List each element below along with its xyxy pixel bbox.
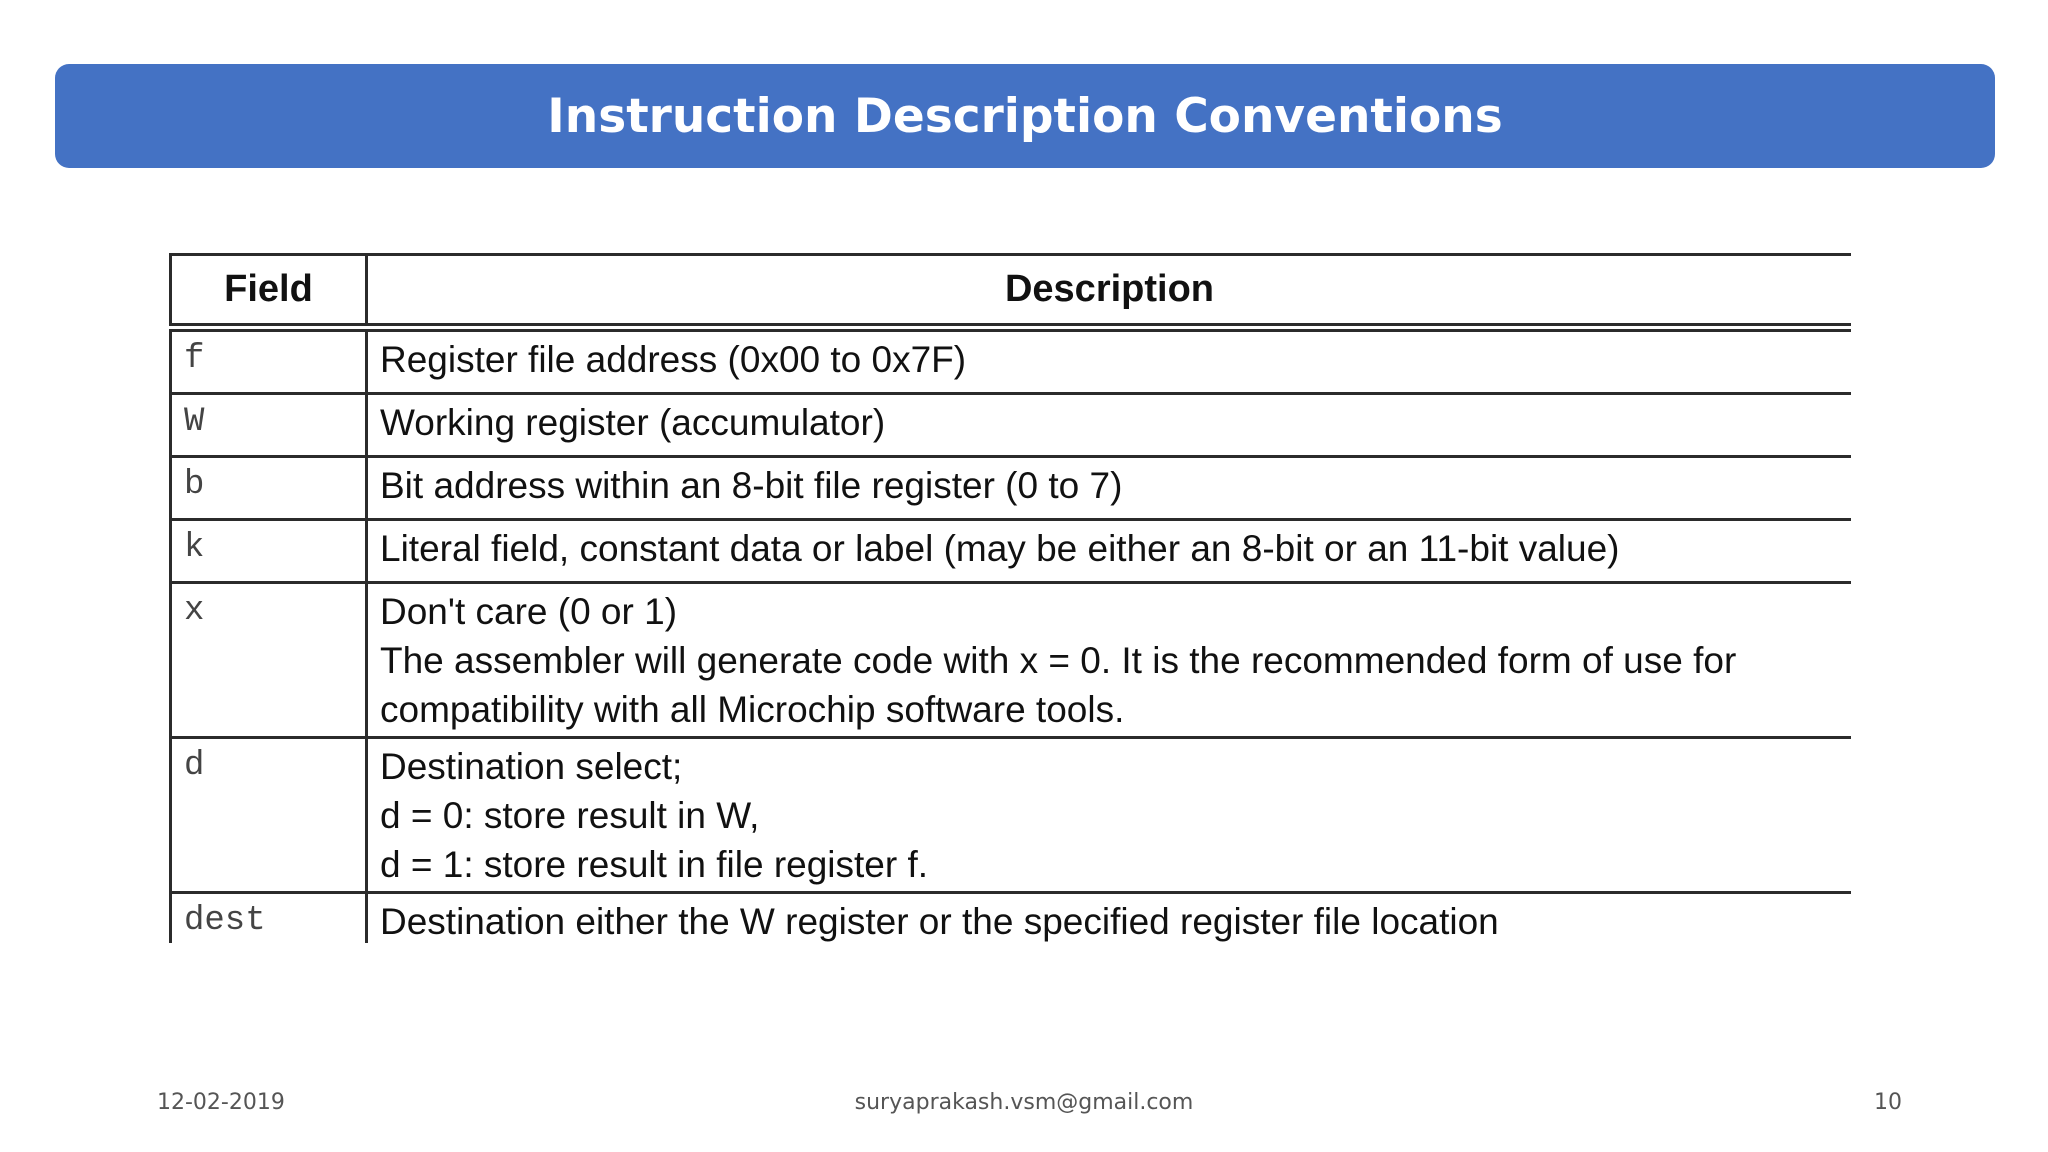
table-row	[171, 893, 1852, 944]
conventions-table-container	[169, 253, 1851, 943]
description-cell	[367, 893, 1852, 944]
field-cell: f	[171, 328, 367, 394]
description-line: d = 1: store result in file register f.	[380, 844, 929, 885]
table-row	[171, 583, 1852, 738]
header-field: Field	[171, 255, 367, 328]
description-cell	[367, 457, 1852, 520]
conventions-table	[169, 253, 1851, 943]
footer-email: suryaprakash.vsm@gmail.com	[854, 1090, 1194, 1115]
slide-title: Instruction Description Conventions	[547, 88, 1503, 144]
field-cell: W	[171, 394, 367, 457]
description-cell	[367, 738, 1852, 893]
field-cell: b	[171, 457, 367, 520]
description-cell	[367, 520, 1852, 583]
description-line: Bit address within an 8-bit file register (0 to 7)	[380, 465, 1123, 506]
header-description: Description	[367, 255, 1852, 328]
description-cell	[367, 328, 1852, 394]
description-line: compatibility with all Microchip software tools.	[380, 689, 1125, 730]
table-row	[171, 520, 1852, 583]
table-row	[171, 394, 1852, 457]
table-row	[171, 738, 1852, 893]
description-cell	[367, 394, 1852, 457]
description-line: Register file address (0x00 to 0x7F)	[380, 339, 967, 380]
field-cell: k	[171, 520, 367, 583]
table-row	[171, 328, 1852, 394]
description-line: Destination select;	[380, 746, 683, 787]
description-cell	[367, 583, 1852, 738]
footer-page-number: 10	[1874, 1090, 1902, 1115]
description-line: Literal field, constant data or label (may be either an 8-bit or an 11-bit value)	[380, 528, 1620, 569]
field-cell: x	[171, 583, 367, 738]
footer-date: 12-02-2019	[157, 1090, 285, 1115]
table-header-row	[171, 255, 1852, 328]
description-line: The assembler will generate code with x = 0. It is the recommended form of use for	[380, 640, 1737, 681]
description-line: d = 0: store result in W,	[380, 795, 760, 836]
title-bar	[55, 64, 1995, 168]
description-line: Working register (accumulator)	[380, 402, 886, 443]
description-line: Destination either the W register or the specified register file location	[380, 901, 1499, 942]
field-cell: dest	[171, 893, 367, 944]
field-cell: d	[171, 738, 367, 893]
table-row	[171, 457, 1852, 520]
description-line: Don't care (0 or 1)	[380, 591, 678, 632]
